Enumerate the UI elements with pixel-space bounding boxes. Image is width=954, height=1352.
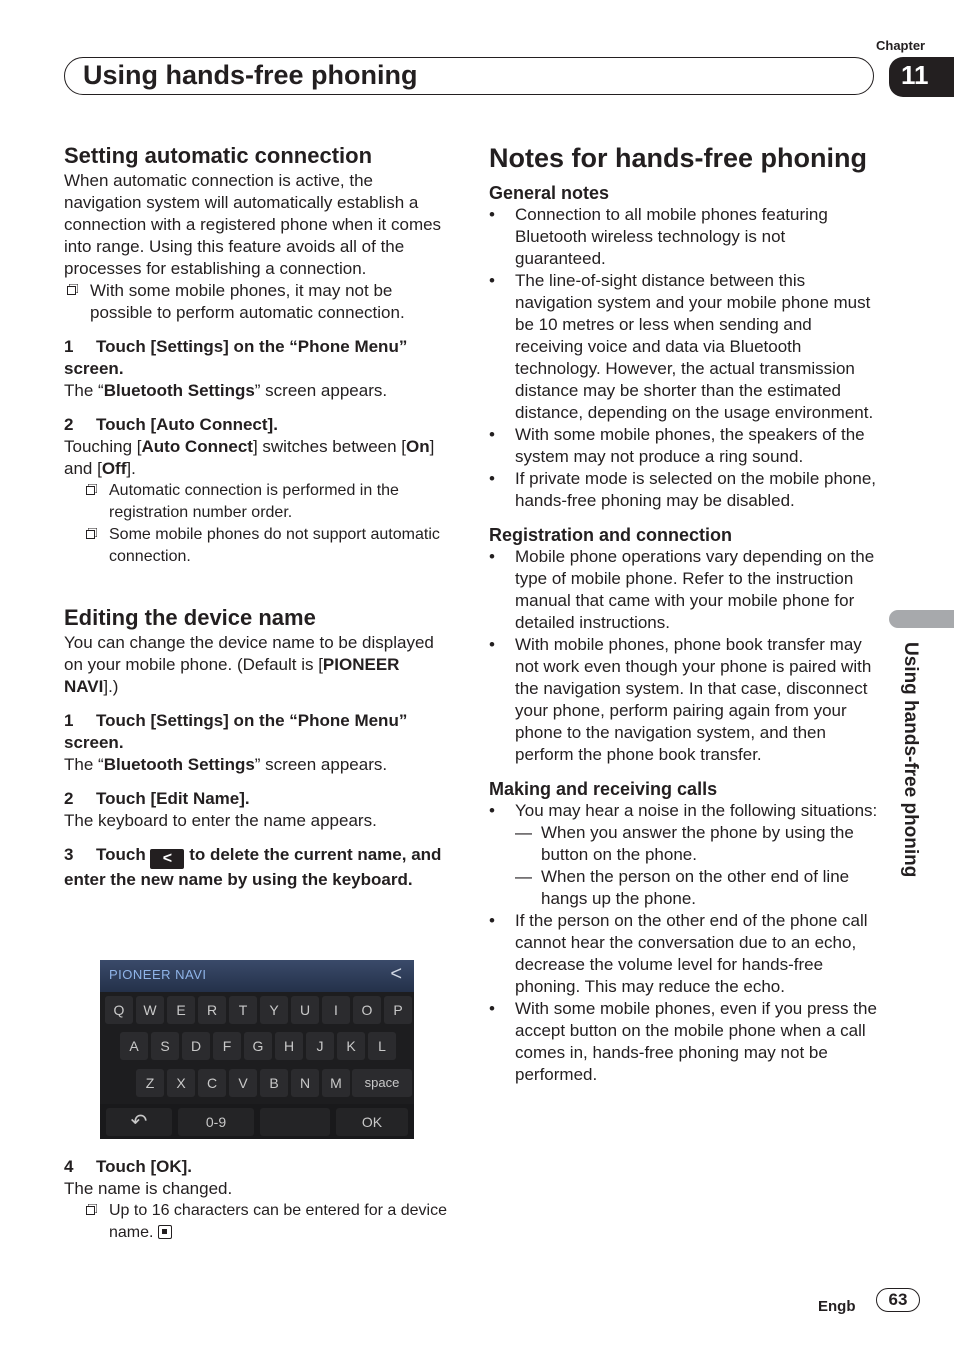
sub-list-item: — When the person on the other end of line hangs up the phone. [515,867,850,908]
key-y: Y [260,996,288,1024]
list-item: • With some mobile phones, even if you press the accept button on the mobile phone when a call comes in, hands-free phoning may not be performed. [489,999,877,1084]
note [64,524,454,568]
footer-language: Engb [818,1298,856,1315]
key-a: A [120,1032,148,1060]
step-text: Touch [Settings] on the “Phone Menu” screen. [64,711,408,752]
left-column-bottom [64,1156,454,1244]
numbers-key: 0-9 [178,1108,254,1136]
backspace-key-icon: < [150,849,184,869]
section-heading-notes: Notes for hands-free phoning [489,143,867,173]
right-column [489,142,879,1086]
step-number: 3 [64,845,74,864]
blank-key [260,1108,330,1136]
keyboard-bottom-bar [100,1104,414,1139]
bullet-icon: • [489,469,495,488]
note-icon [86,1206,95,1215]
step-text: Touch [96,845,146,864]
general-notes-list [489,204,879,512]
bullet-icon: • [489,425,495,444]
key-e: E [167,996,195,1024]
note-icon [67,286,76,295]
key-w: W [136,996,164,1024]
step-result: The keyboard to enter the name appears. [64,811,377,830]
bullet-icon: • [489,999,495,1018]
end-mark-icon [158,1225,172,1239]
key-g: G [244,1032,272,1060]
key-o: O [353,996,381,1024]
key-f: F [213,1032,241,1060]
edit-name-intro: You can change the device name to be displayed on your mobile phone. (Default is [PIONEER NAVI].) [64,633,434,696]
left-column [64,142,454,891]
step [64,844,454,891]
step-number: 1 [64,337,74,356]
key-h: H [275,1032,303,1060]
list-item: • You may hear a noise in the following situations: [489,801,878,820]
key-q: Q [105,996,133,1024]
key-p: P [384,996,412,1024]
key-k: K [337,1032,365,1060]
registration-notes-list [489,546,879,766]
note [64,1200,454,1244]
key-z: Z [136,1069,164,1097]
note [64,280,454,324]
side-tab-label: Using hands-free phoning [900,642,921,878]
list-item: • Mobile phone operations vary depending on the type of mobile phone. Refer to the instruction manual that came with your mobile phone for detailed instructions. [489,547,875,632]
step-result: The name is changed. [64,1179,233,1198]
backspace-key: < [390,963,402,985]
list-item: • The line-of-sight distance between this navigation system and your mobile phone must be 10 metres or less when sending and receiving voice and data via Bluetooth technology. However, the actual transmission distance may be shorter than the estimated distance, depending on the usage environment. [489,271,874,422]
subheading-registration: Registration and connection [489,525,733,545]
key-r: R [198,996,226,1024]
auto-connection-intro: When automatic connection is active, the navigation system will automatically establish a connection with a registered phone when it comes into range. Using this feature avoids all of the processes for establishing a connection. [64,171,442,278]
ok-key: OK [336,1108,408,1136]
step-text: Touch [OK]. [96,1157,192,1176]
note-icon [86,530,95,539]
key-l: L [368,1032,396,1060]
bullet-icon: • [489,911,495,930]
step [64,1156,454,1178]
list-item: • Connection to all mobile phones featuring Bluetooth wireless technology is not guaranteed. [489,205,828,268]
step-text: Touch [Edit Name]. [96,789,250,808]
note [64,480,454,524]
list-item: • With some mobile phones, the speakers of the system may not produce a ring sound. [489,425,865,466]
bullet-icon: • [489,271,495,290]
step-text: to delete the current name, and enter the new name by using the keyboard. [64,845,442,889]
key-n: N [291,1069,319,1097]
space-key: space [352,1069,412,1097]
key-d: D [182,1032,210,1060]
name-field: PIONEER NAVI [109,967,207,982]
step-text: Touch [Auto Connect]. [96,415,278,434]
dash-icon: — [515,823,532,842]
note-text: Up to 16 characters can be entered for a device name. [109,1202,447,1241]
list-item: • With mobile phones, phone book transfer may not work even though your phone is paired with the navigation system. In that case, disconnect your phone, perform pairing again from your phone to the navigation system, and then perform the phone book transfer. [489,635,872,764]
key-x: X [167,1069,195,1097]
keyboard-row-2 [100,1032,414,1062]
note-text: Automatic connection is performed in the registration number order. [109,482,399,521]
dash-icon: — [515,867,532,886]
step-result: The “Bluetooth Settings” screen appears. [64,381,388,400]
return-icon: ↶ [106,1108,172,1136]
keyboard-row-1 [100,996,414,1026]
step-number: 2 [64,415,74,434]
name-entry-bar [100,960,414,992]
chapter-number: 11 [889,57,954,97]
note-icon [86,486,95,495]
key-u: U [291,996,319,1024]
page-number: 63 [876,1288,920,1312]
key-t: T [229,996,257,1024]
list-item: • If the person on the other end of the phone call cannot hear the conversation due to an echo, decrease the volume level for hands-free phoning. This may reduce the echo. [489,911,868,996]
step [64,414,454,436]
header-title-box [64,57,874,95]
sub-list-item: — When you answer the phone by using the button on the phone. [515,823,854,864]
step-number: 4 [64,1157,74,1176]
step-result: Touching [Auto Connect] switches between [On] and [Off]. [64,437,435,478]
key-m: M [322,1069,350,1097]
step [64,788,454,810]
subheading-calls: Making and receiving calls [489,779,718,799]
bullet-icon: • [489,801,495,820]
step-number: 2 [64,789,74,808]
bullet-icon: • [489,635,495,654]
section-heading-edit-name: Editing the device name [64,605,316,630]
key-j: J [306,1032,334,1060]
key-b: B [260,1069,288,1097]
key-s: S [151,1032,179,1060]
note-text: Some mobile phones do not support automatic connection. [109,526,440,565]
key-c: C [198,1069,226,1097]
page-title: Using hands-free phoning [83,60,418,90]
bullet-icon: • [489,205,495,224]
step [64,710,454,754]
bullet-icon: • [489,547,495,566]
step-result: The “Bluetooth Settings” screen appears. [64,755,388,774]
note-text: With some mobile phones, it may not be possible to perform automatic connection. [90,281,405,322]
section-heading-auto-connection: Setting automatic connection [64,143,373,168]
keyboard-screenshot [100,960,414,1139]
side-tab-marker [889,610,954,628]
chapter-label: Chapter [876,38,926,53]
key-i: I [322,996,350,1024]
subheading-general-notes: General notes [489,183,610,203]
key-v: V [229,1069,257,1097]
step [64,336,454,380]
step-text: Touch [Settings] on the “Phone Menu” screen. [64,337,408,378]
keyboard-row-3 [100,1069,414,1099]
list-item: • If private mode is selected on the mobile phone, hands-free phoning may be disabled. [489,469,876,510]
step-number: 1 [64,711,74,730]
